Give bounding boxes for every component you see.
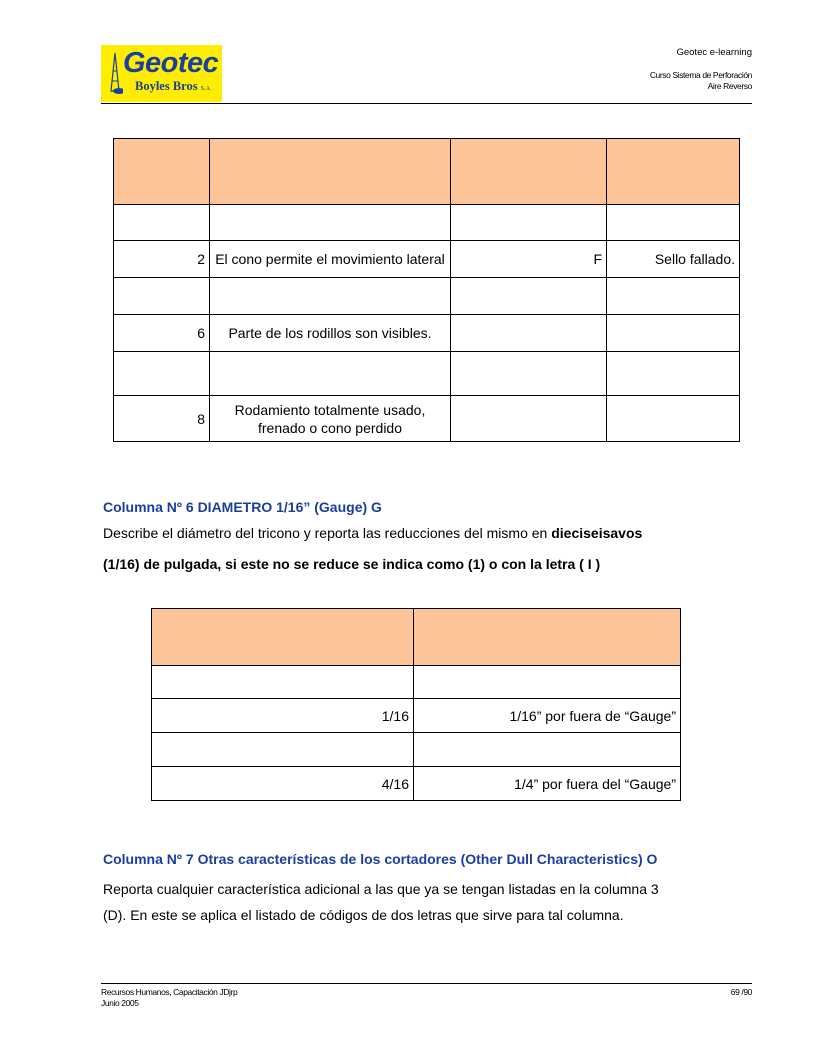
section7-paragraph-line1: Reporta cualquier característica adicional a las que ya se tengan listadas en la columna 3 [103, 881, 659, 897]
geotec-logo [101, 45, 222, 102]
drill-tower-icon [107, 51, 123, 95]
table-cell: 1/16 [152, 699, 414, 733]
header-info [650, 47, 752, 92]
table-cell: Parte de los rodillos son visibles. [210, 315, 451, 352]
header-course-module: Aire Reverso [707, 81, 752, 91]
table-cell [451, 278, 607, 315]
table-cell [114, 352, 210, 396]
table-cell: 8 [114, 396, 210, 442]
bearing-condition-table [113, 138, 740, 442]
table-cell: 1/4” por fuera del “Gauge” [414, 767, 681, 801]
table-cell: El cono permite el movimiento lateral [210, 241, 451, 278]
table-cell [451, 352, 607, 396]
table-row [152, 699, 681, 733]
table-cell: Sello fallado. [607, 241, 740, 278]
header-course-platform: Geotec e-learning [676, 47, 752, 58]
table-cell [607, 278, 740, 315]
table-cell [210, 352, 451, 396]
section6-paragraph-line2: (1/16) de pulgada, si este no se reduce se indica como (1) o con la letra ( I ) [103, 556, 601, 572]
table-cell [414, 733, 681, 767]
table-cell [152, 733, 414, 767]
header-cell [414, 609, 681, 666]
table-cell [114, 278, 210, 315]
table-cell: Rodamiento totalmente usado, frenado o cono perdido [210, 396, 451, 442]
section6-title: Columna Nº 6 DIAMETRO 1/16” (Gauge) G [103, 499, 382, 515]
section7-title: Columna Nº 7 Otras características de los cortadores (Other Dull Characteristics) O [103, 851, 658, 867]
table-row [152, 767, 681, 801]
table-cell [152, 666, 414, 699]
table-cell: 6 [114, 315, 210, 352]
table-cell [607, 352, 740, 396]
header-rule [101, 103, 752, 104]
table-header-row [152, 609, 681, 666]
gauge-table [151, 608, 681, 801]
table-cell: 4/16 [152, 767, 414, 801]
footer-department: Recursos Humanos, Capacitación JDjrp [101, 987, 238, 997]
logo-brand: Geotec [123, 47, 219, 79]
table-cell: 1/16” por fuera de “Gauge” [414, 699, 681, 733]
header-course-name: Curso Sistema de Perforación [649, 70, 752, 80]
table-row [152, 666, 681, 699]
table-row [114, 352, 740, 396]
table-cell: F [451, 241, 607, 278]
table-cell [607, 315, 740, 352]
table-cell [451, 315, 607, 352]
footer-rule [101, 983, 752, 984]
footer-date: Junio 2005 [101, 998, 139, 1008]
table-row [152, 733, 681, 767]
table-header-row [114, 139, 740, 205]
header-cell [114, 139, 210, 205]
table-row [114, 315, 740, 352]
table-row [114, 205, 740, 241]
header-cell [451, 139, 607, 205]
header-cell [152, 609, 414, 666]
page-number: 69 /90 [730, 987, 752, 997]
table-cell: 2 [114, 241, 210, 278]
footer-info [101, 987, 237, 1009]
table-cell [114, 205, 210, 241]
table-cell [210, 205, 451, 241]
table-cell [607, 205, 740, 241]
table-cell [607, 396, 740, 442]
table-cell [451, 205, 607, 241]
table-cell [210, 278, 451, 315]
section6-paragraph-line1: Describe el diámetro del tricono y reporta las reducciones del mismo en dieciseisavos [103, 525, 643, 541]
logo-subtitle: Boyles Bros S.A. [135, 79, 212, 93]
table-cell [451, 396, 607, 442]
header-cell [607, 139, 740, 205]
table-row [114, 241, 740, 278]
header-cell [210, 139, 451, 205]
section7-paragraph-line2: (D). En este se aplica el listado de códigos de dos letras que sirve para tal columna. [103, 907, 624, 923]
table-row [114, 278, 740, 315]
table-row [114, 396, 740, 442]
table-cell [414, 666, 681, 699]
